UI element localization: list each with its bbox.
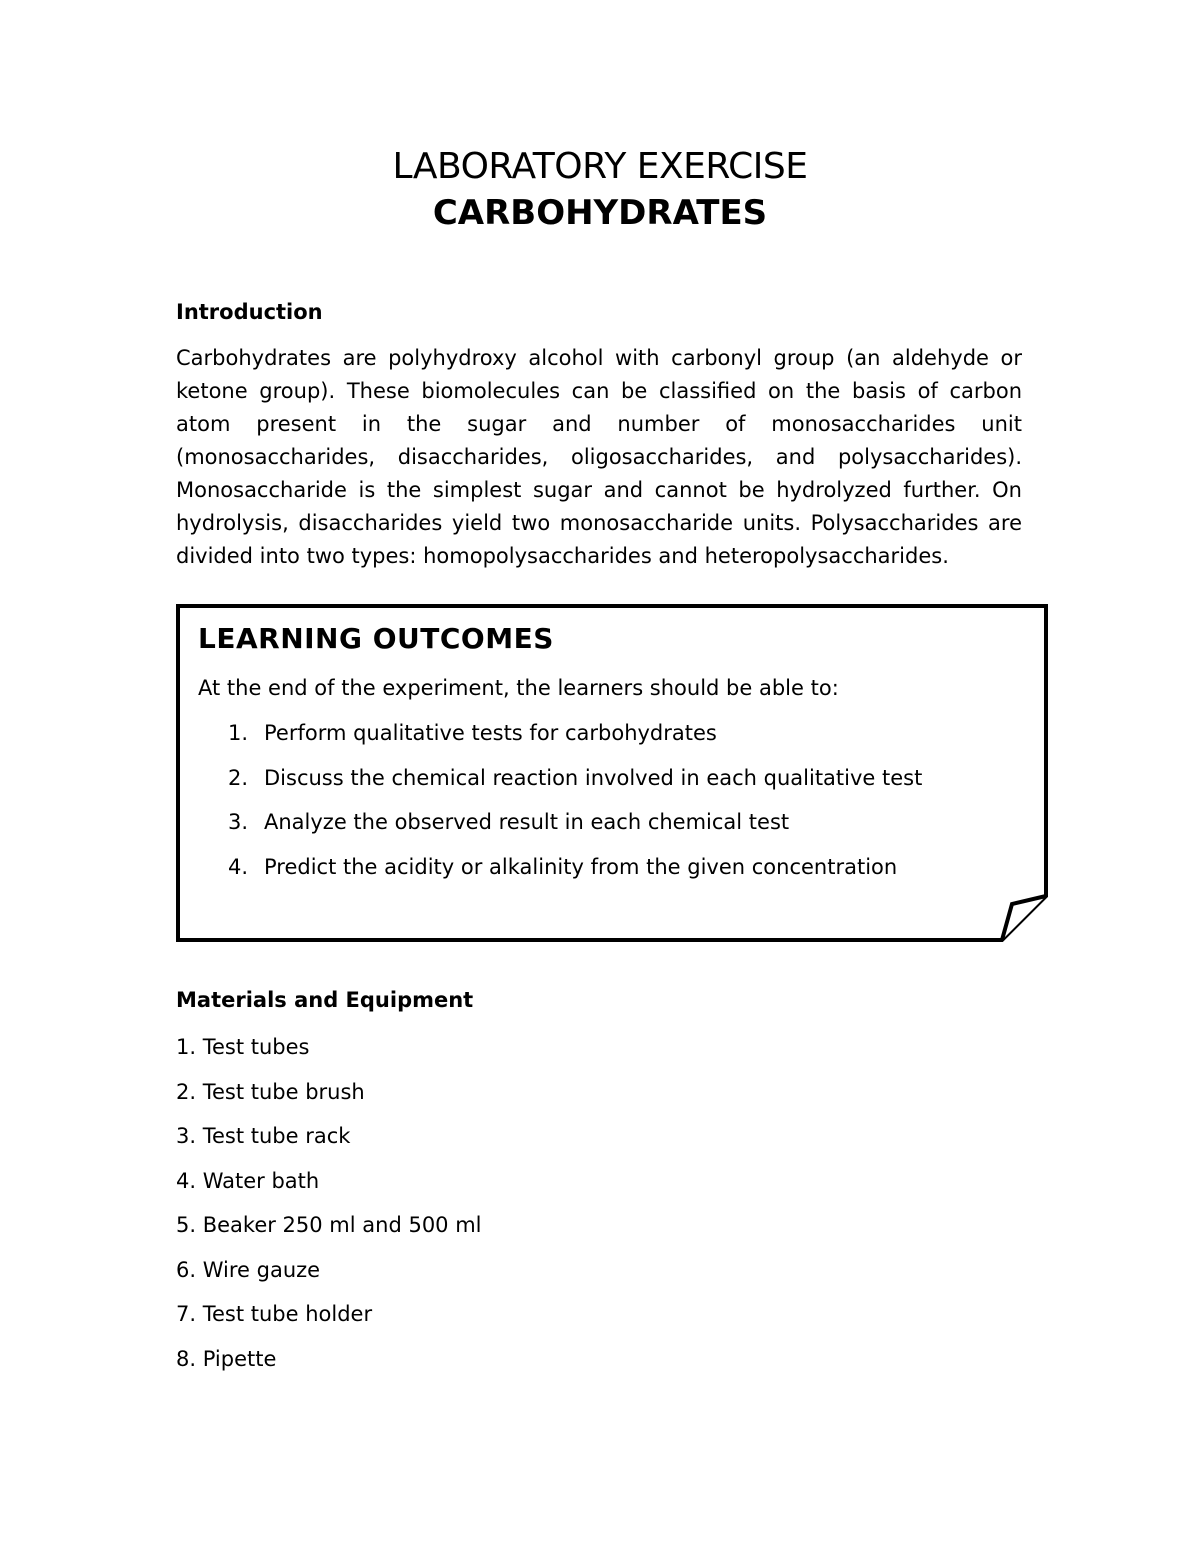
list-item-text: Discuss the chemical reaction involved in each qualitative test xyxy=(264,765,923,790)
list-item-text: Predict the acidity or alkalinity from the given concentration xyxy=(264,854,898,879)
list-item: 3. Test tube rack xyxy=(176,1124,351,1148)
learning-outcomes-box xyxy=(176,604,1048,942)
list-item-number: 3. xyxy=(228,810,249,834)
list-item: 4. Water bath xyxy=(176,1168,320,1193)
materials-list xyxy=(176,1032,482,1388)
page-title: CARBOHYDRATES xyxy=(432,193,768,233)
list-item: 2. Test tube brush xyxy=(176,1079,365,1104)
materials-heading: Materials and Equipment xyxy=(176,988,474,1012)
list-item-number: 2. xyxy=(228,765,249,790)
list-item xyxy=(228,718,922,763)
list-item-text: Analyze the observed result in each chemical test xyxy=(264,810,790,834)
introduction-paragraph: Carbohydrates are polyhydroxy alcohol with carbonyl group (an aldehyde or ketone group). These biomolecules can be classified on the basis of carbon atom present in the sugar and number of monosaccharides unit (monosaccharides, disaccharides, oligosaccharides, and polysaccharides). Monosaccharide is the simplest sugar and cannot be hydrolyzed further. On hydrolysis, disaccharides yield two monosaccharide units. Polysaccharides are divided into two types: homopolysaccharides and heteropolysaccharides. xyxy=(176,346,1022,568)
list-item: 1. Test tubes xyxy=(176,1035,310,1059)
title-block xyxy=(0,144,1200,236)
list-item-number: 4. xyxy=(228,854,249,879)
learning-outcomes-heading: LEARNING OUTCOMES xyxy=(198,622,554,655)
list-item: 5. Beaker 250 ml and 500 ml xyxy=(176,1213,482,1237)
list-item: 7. Test tube holder xyxy=(176,1302,373,1326)
list-item: 8. Pipette xyxy=(176,1346,277,1371)
learning-outcomes-lead: At the end of the experiment, the learners should be able to: xyxy=(198,676,839,700)
introduction-heading: Introduction xyxy=(176,300,323,324)
list-item: 6. Wire gauze xyxy=(176,1257,321,1282)
learning-outcomes-list xyxy=(228,718,922,896)
list-item xyxy=(228,763,922,808)
list-item-number: 1. xyxy=(228,721,249,745)
list-item xyxy=(228,852,922,897)
list-item-text: Perform qualitative tests for carbohydrates xyxy=(264,721,717,745)
exercise-label: LABORATORY EXERCISE xyxy=(392,146,808,187)
list-item xyxy=(228,807,922,852)
